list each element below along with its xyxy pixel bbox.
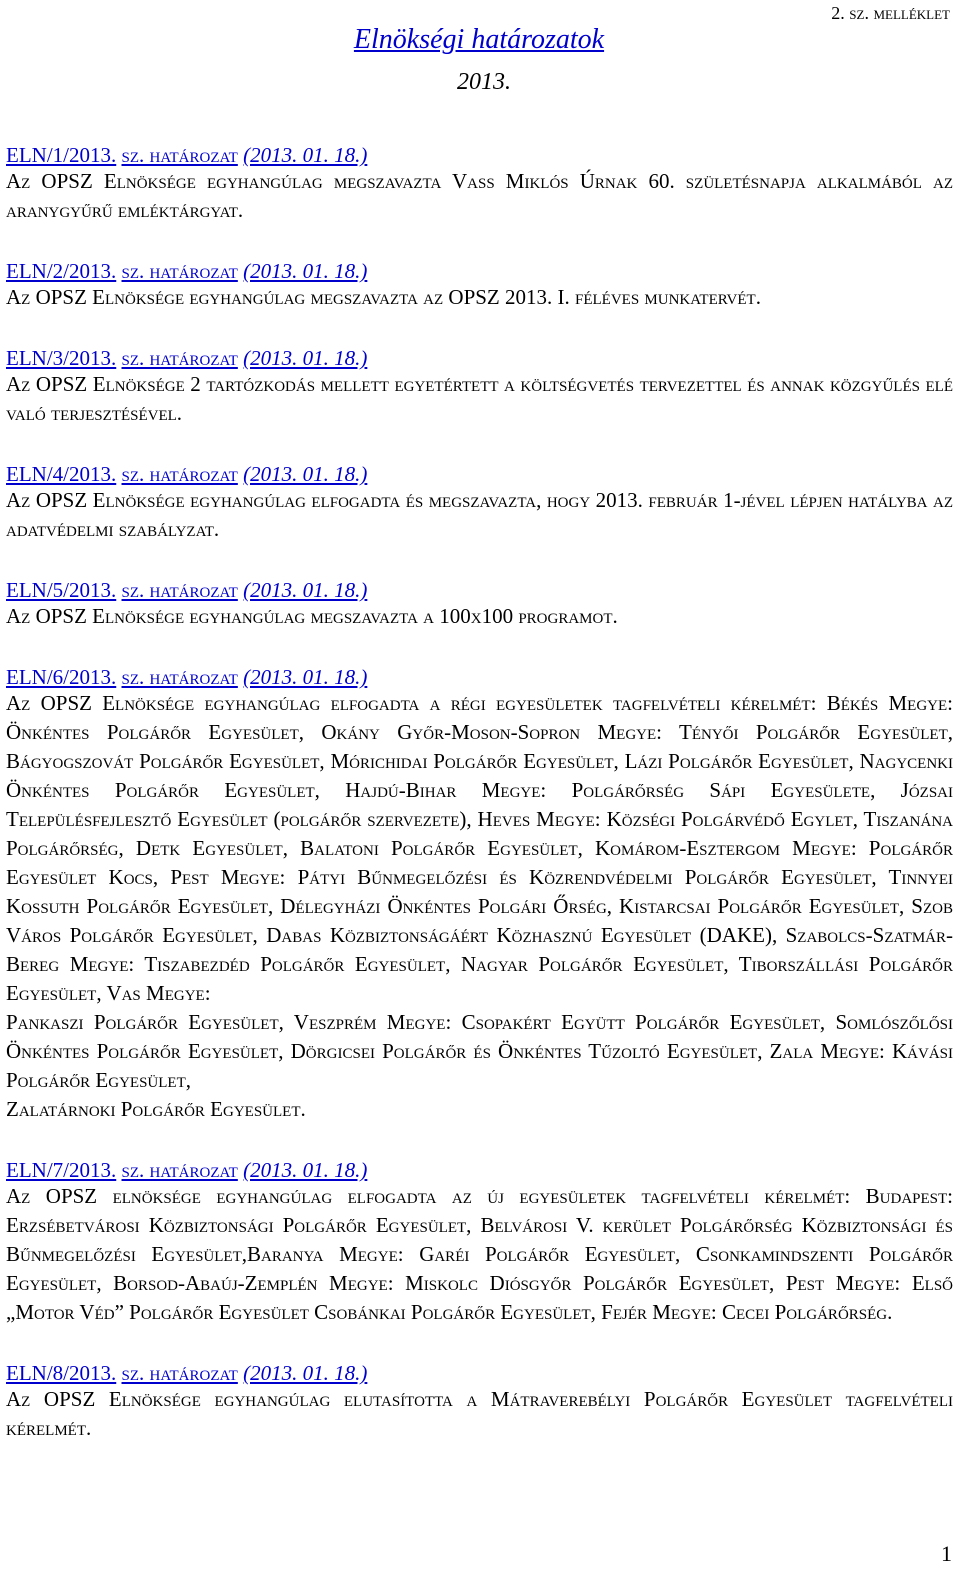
resolution-number: ELN/1/2013. (6, 143, 117, 167)
resolution-body (6, 486, 953, 544)
resolution-number: ELN/3/2013. (6, 346, 117, 370)
resolution-item (6, 259, 953, 312)
resolution-heading (6, 143, 953, 167)
resolution-body (6, 689, 953, 1124)
resolution-date: (2013. 01. 18.) (243, 346, 368, 370)
resolution-date: (2013. 01. 18.) (243, 665, 368, 689)
annex-label: 2. sz. melléklet (831, 3, 950, 23)
resolution-date: (2013. 01. 18.) (243, 1158, 368, 1182)
resolution-heading (6, 1158, 953, 1182)
resolution-text: Zalatárnoki Polgárőr Egyesület. (6, 1097, 306, 1121)
resolution-list (6, 143, 953, 1477)
resolution-body (6, 283, 953, 312)
resolution-label: sz. határozat (121, 578, 238, 602)
page-year: 2013. (457, 69, 511, 95)
resolution-number: ELN/8/2013. (6, 1361, 117, 1385)
resolution-label: sz. határozat (121, 346, 238, 370)
resolution-date: (2013. 01. 18.) (243, 578, 368, 602)
resolution-heading (6, 259, 953, 283)
resolution-body (6, 1385, 953, 1443)
resolution-text: Az OPSZ Elnöksége egyhangúlag megszavazta az OPSZ 2013. I. féléves munkatervét. (6, 285, 761, 309)
resolution-text: Az OPSZ elnöksége egyhangúlag elfogadta az új egyesületek tagfelvételi kérelmét: Budapest: Erzsébetvárosi Közbiztonsági Polgárőr Egyesület, Belvárosi V. kerület Polgárőrség Közbiztonsági és Bűnmegelőzési Egyesület,Baranya Megye: Garéi Polgárőr Egyesület, Csonkamindszenti Polgárőr Egyesület, Borsod-Abaúj-Zemplén Megye: Miskolc Diósgyőr Polgárőr Egyesület, Pest Megye: Első „Motor Véd” Polgárőr Egyesület Csobánkai Polgárőr Egyesület, Fejér Megye: Cecei Polgárőrség. (6, 1184, 953, 1324)
resolution-heading (6, 462, 953, 486)
resolution-body (6, 370, 953, 428)
page-number: 1 (941, 1541, 952, 1566)
resolution-text: Az OPSZ Elnöksége 2 tartózkodás mellett egyetértett a költségvetés tervezettel és annak közgyűlés elé való terjesztésével. (6, 372, 953, 425)
resolution-label: sz. határozat (121, 665, 238, 689)
resolution-label: sz. határozat (121, 143, 238, 167)
page-title: Elnökségi határozatok (353, 24, 605, 55)
resolution-item (6, 1158, 953, 1327)
resolution-label: sz. határozat (121, 259, 238, 283)
resolution-body (6, 1182, 953, 1327)
resolution-text: Az OPSZ Elnöksége egyhangúlag megszavazta Vass Miklós Úrnak 60. születésnapja alkalmából az aranygyűrű emléktárgyat. (6, 169, 953, 222)
resolution-date: (2013. 01. 18.) (243, 1361, 368, 1385)
resolution-text: Az OPSZ Elnöksége egyhangúlag elfogadta a régi egyesületek tagfelvételi kérelmét: Békés Megye: Önkéntes Polgárőr Egyesület, Okány Győr-Moson-Sopron Megye: Tényői Polgárőr Egyesület, Bágyogszovát Polgárőr Egyesület, Mórichidai Polgárőr Egyesület, Lázi Polgárőr Egyesület, Nagycenki Önkéntes Polgárőr Egyesület, Hajdú-Bihar Megye: Polgárőrség Sápi Egyesülete, Józsai Településfejlesztő Egyesület (polgárőr szervezete), Heves Megye: Községi Polgárvédő Egylet, Tiszanána Polgárőrség, Detk Egyesület, Balatoni Polgárőr Egyesület, Komárom-Esztergom Megye: Polgárőr Egyesület Kocs, Pest Megye: Pátyi Bűnmegelőzési és Közrendvédelmi Polgárőr Egyesület, Tinnyei Kossuth Polgárőr Egyesület, Délegyházi Önkéntes Polgári Őrség, Kistarcsai Polgárőr Egyesület, Szob Város Polgárőr Egyesület, Dabas Közbiztonságáért Közhasznú Egyesület (DAKE), Szabolcs-Szatmár-Bereg Megye: Tiszabezdéd Polgárőr Egyesület, Nagyar Polgárőr Egyesület, Tiborszállási Polgárőr Egyesület, Vas Megye: (6, 691, 953, 1005)
resolution-heading (6, 346, 953, 370)
resolution-date: (2013. 01. 18.) (243, 259, 368, 283)
resolution-date: (2013. 01. 18.) (243, 462, 368, 486)
resolution-text: Az OPSZ Elnöksége egyhangúlag elfogadta és megszavazta, hogy 2013. február 1-jével lépjen hatályba az adatvédelmi szabályzat. (6, 488, 953, 541)
resolution-label: sz. határozat (121, 1158, 238, 1182)
resolution-body (6, 602, 953, 631)
resolution-heading (6, 578, 953, 602)
resolution-body (6, 167, 953, 225)
resolution-item (6, 143, 953, 225)
resolution-item (6, 346, 953, 428)
resolution-number: ELN/6/2013. (6, 665, 117, 689)
resolution-label: sz. határozat (121, 462, 238, 486)
resolution-number: ELN/7/2013. (6, 1158, 117, 1182)
resolution-label: sz. határozat (121, 1361, 238, 1385)
resolution-text: Az OPSZ Elnöksége egyhangúlag megszavazta a 100x100 programot. (6, 604, 618, 628)
resolution-text: Pankaszi Polgárőr Egyesület, Veszprém Megye: Csopakért Együtt Polgárőr Egyesület, Somlószőlősi Önkéntes Polgárőr Egyesület, Dörgicsei Polgárőr és Önkéntes Tűzoltó Egyesület, Zala Megye: Kávási Polgárőr Egyesület, (6, 1010, 953, 1092)
resolution-number: ELN/2/2013. (6, 259, 117, 283)
resolution-date: (2013. 01. 18.) (243, 143, 368, 167)
resolution-number: ELN/5/2013. (6, 578, 117, 602)
resolution-number: ELN/4/2013. (6, 462, 117, 486)
resolution-item (6, 462, 953, 544)
resolution-item (6, 578, 953, 631)
resolution-item (6, 665, 953, 1124)
resolution-heading (6, 665, 953, 689)
resolution-heading (6, 1361, 953, 1385)
resolution-item (6, 1361, 953, 1443)
resolution-text: Az OPSZ Elnöksége egyhangúlag elutasította a Mátraverebélyi Polgárőr Egyesület tagfelvételi kérelmét. (6, 1387, 953, 1440)
